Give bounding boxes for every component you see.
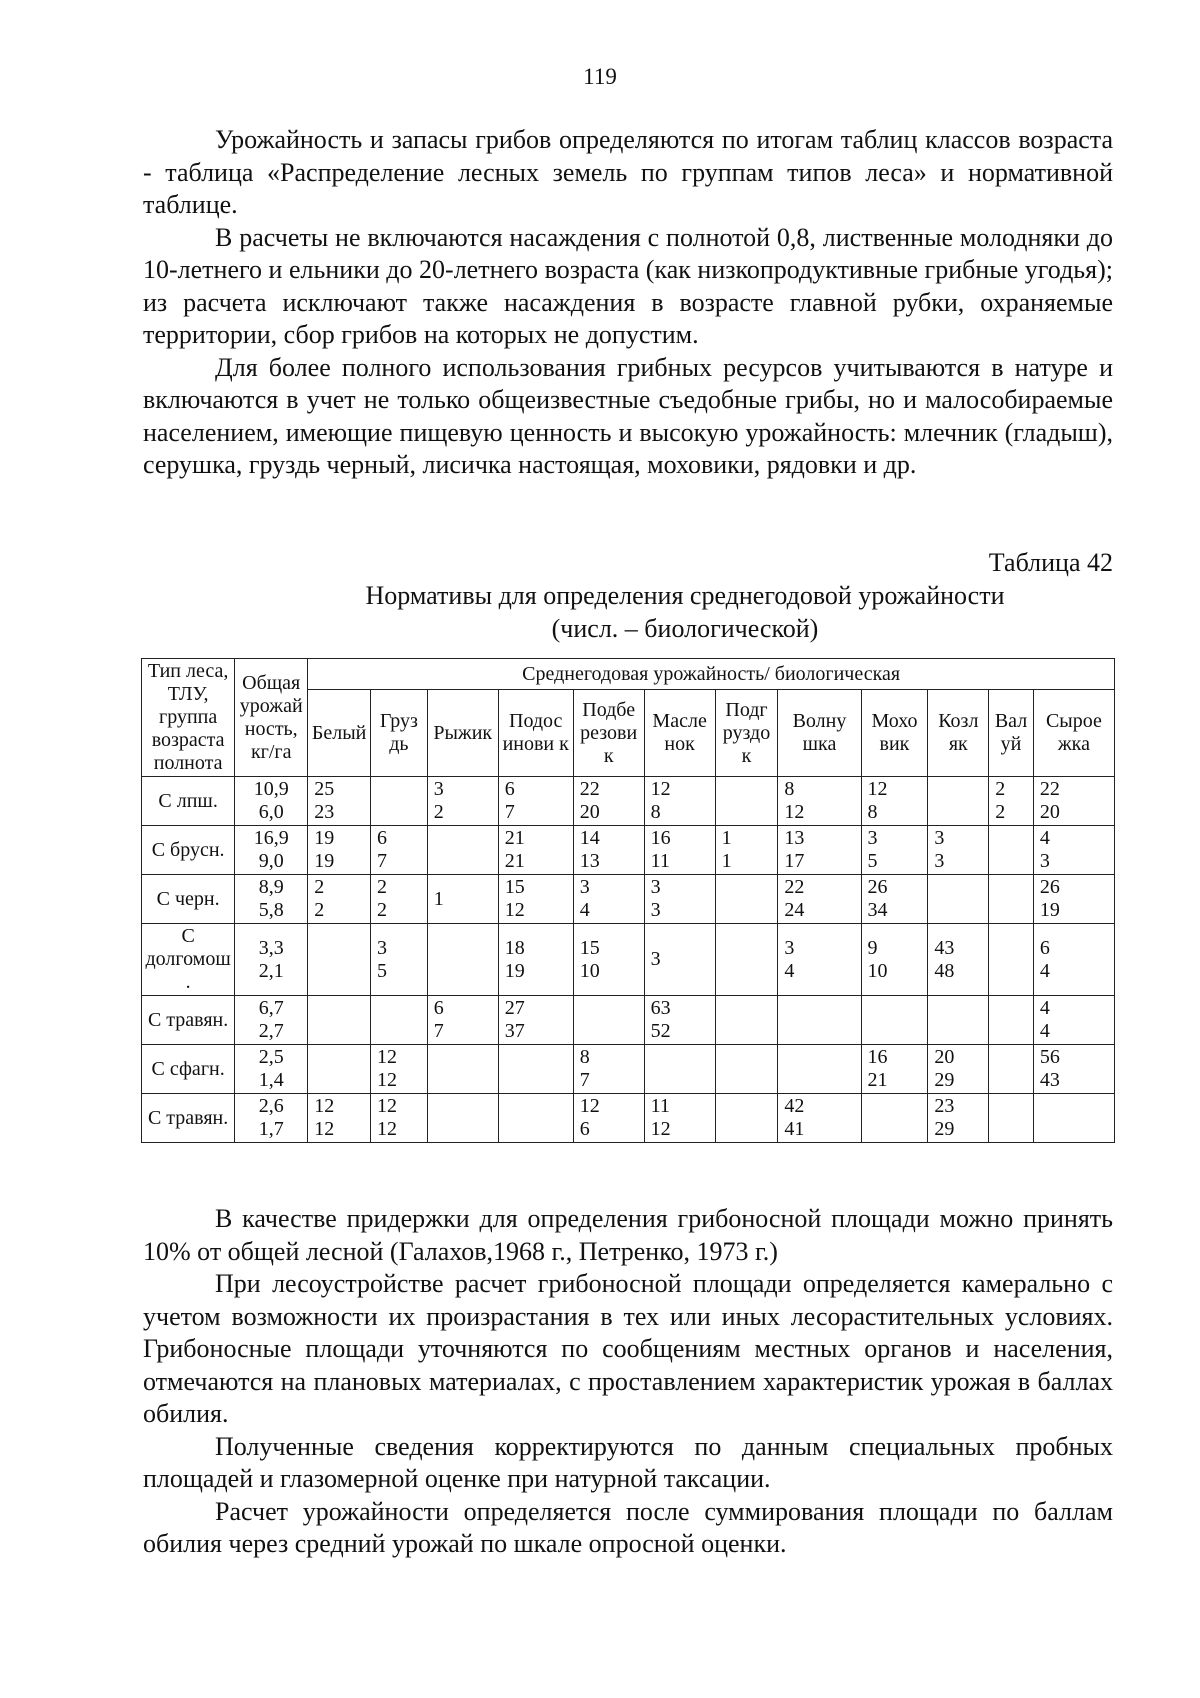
species-yield-cell <box>427 996 498 1045</box>
species-yield-cell <box>644 777 715 826</box>
species-yield-cell <box>371 826 428 875</box>
species-yield-cell <box>715 1045 778 1094</box>
cell-value: 13 <box>784 827 805 849</box>
species-yield-cell <box>371 777 428 826</box>
cell-value: 1 <box>433 887 444 910</box>
species-yield-cell <box>989 777 1034 826</box>
cell-value: 22 <box>784 876 805 898</box>
species-yield-cell <box>1033 826 1114 875</box>
cell-value: 12 <box>504 899 525 921</box>
cell-value: 19 <box>504 959 525 982</box>
species-yield-cell <box>861 826 928 875</box>
cell-value: 11 <box>650 850 670 872</box>
species-yield-cell <box>928 875 989 924</box>
mushroom-yield-table <box>141 658 1115 1143</box>
species-yield-cell <box>573 777 644 826</box>
species-yield-cell <box>715 826 778 875</box>
table-title <box>300 580 1070 645</box>
header-forest-type: Тип леса, ТЛУ, группа возраста полнота <box>142 659 235 777</box>
cell-value: 29 <box>934 1069 955 1091</box>
cell-value: 6,0 <box>258 801 284 823</box>
species-yield-cell <box>308 826 371 875</box>
forest-type-cell: С долгомош . <box>142 924 235 996</box>
cell-value: 2 <box>995 801 1006 823</box>
forest-type-cell: С травян. <box>142 1094 235 1143</box>
cell-value: 3 <box>934 850 945 872</box>
table-row <box>142 1094 1115 1143</box>
table-row <box>142 875 1115 924</box>
cell-value: 6 <box>433 997 444 1019</box>
cell-value: 16,9 <box>253 827 289 849</box>
cell-value: 3 <box>650 948 661 970</box>
total-yield-cell <box>235 1045 308 1094</box>
species-yield-cell <box>715 996 778 1045</box>
cell-value: 20 <box>934 1046 955 1068</box>
cell-value: 23 <box>314 801 335 823</box>
cell-value: 3 <box>934 827 945 849</box>
cell-value: 26 <box>1039 876 1060 898</box>
cell-value: 4 <box>784 959 795 982</box>
header-species: Масле нок <box>644 690 715 777</box>
cell-value: 2,6 <box>258 1095 284 1117</box>
total-yield-cell <box>235 996 308 1045</box>
forest-type-cell: С черн. <box>142 875 235 924</box>
cell-value: 12 <box>867 778 888 800</box>
cell-value: 2,5 <box>258 1046 284 1068</box>
species-yield-cell <box>498 996 573 1045</box>
cell-value: 48 <box>934 959 955 982</box>
species-yield-cell <box>1033 996 1114 1045</box>
cell-value: 4 <box>1039 1020 1050 1042</box>
species-yield-cell <box>1033 924 1114 996</box>
page-number: 119 <box>583 64 617 89</box>
species-yield-cell <box>498 875 573 924</box>
cell-value: 43 <box>934 936 955 959</box>
species-yield-cell <box>427 924 498 996</box>
cell-value: 11 <box>650 1095 670 1117</box>
cell-value: 22 <box>579 778 600 800</box>
cell-value: 12 <box>579 1095 600 1117</box>
cell-value: 63 <box>650 997 671 1019</box>
cell-value: 6 <box>1039 936 1050 959</box>
species-yield-cell <box>715 924 778 996</box>
cell-value: 2,1 <box>258 959 284 982</box>
species-yield-cell <box>861 777 928 826</box>
cell-value: 6,7 <box>258 997 284 1019</box>
cell-value: 19 <box>1039 899 1060 921</box>
table-number: Таблица 42 <box>988 548 1113 577</box>
paragraph: В расчеты не включаются насаждения с полнотой 0,8, лиственные молодняки до 10-летнего и ельники до 20-летнего возраста (как низкопродуктивные грибные угодья); из расчета исключают также насаждения в возрасте главной рубки, охраняемые территории, сбор грибов на которых не допустим. <box>143 222 1113 349</box>
forest-type-cell: С сфагн. <box>142 1045 235 1094</box>
species-yield-cell <box>861 924 928 996</box>
cell-value: 9 <box>867 936 878 959</box>
cell-value: 8 <box>579 1046 590 1068</box>
species-yield-cell <box>371 924 428 996</box>
cell-value: 1,4 <box>258 1069 284 1091</box>
cell-value: 12 <box>314 1118 335 1140</box>
cell-value: 3 <box>377 936 388 959</box>
paragraph: Полученные сведения корректируются по данным специальных пробных площадей и глазомерной оценке при натурной таксации. <box>143 1431 1113 1493</box>
species-yield-cell <box>427 1045 498 1094</box>
paragraph: При лесоустройстве расчет грибоносной площади определяется камерально с учетом возможности их произрастания в тех или иных лесорастительных условиях. Грибоносные площади уточняются по сообщениям местных органов и населения, отмечаются на плановых материалах, с проставлением характеристик урожая в баллах обилия. <box>143 1269 1113 1428</box>
species-yield-cell <box>573 924 644 996</box>
table-row <box>142 777 1115 826</box>
cell-value: 12 <box>784 801 805 823</box>
species-yield-cell <box>308 996 371 1045</box>
header-species: Сырое жка <box>1033 690 1114 777</box>
total-yield-cell <box>235 924 308 996</box>
cell-value: 3,3 <box>258 936 284 959</box>
species-yield-cell <box>715 777 778 826</box>
header-total-yield: Общая урожай ность, кг/га <box>235 659 308 777</box>
cell-value: 12 <box>377 1095 398 1117</box>
species-yield-cell <box>778 875 861 924</box>
species-yield-cell <box>573 1094 644 1143</box>
cell-value: 3 <box>579 876 590 898</box>
cell-value: 6 <box>504 778 515 800</box>
species-yield-cell <box>928 826 989 875</box>
cell-value: 5 <box>377 959 388 982</box>
header-species: Груз дь <box>371 690 428 777</box>
species-yield-cell <box>778 924 861 996</box>
cell-value: 4 <box>1039 997 1050 1019</box>
cell-value: 12 <box>377 1118 398 1140</box>
species-yield-cell <box>573 1045 644 1094</box>
cell-value: 6 <box>579 1118 590 1140</box>
species-yield-cell <box>644 996 715 1045</box>
cell-value: 16 <box>867 1046 888 1068</box>
cell-value: 22 <box>1039 778 1060 800</box>
cell-value: 16 <box>650 827 671 849</box>
species-yield-cell <box>498 924 573 996</box>
cell-value: 12 <box>650 778 671 800</box>
cell-value: 15 <box>504 876 525 898</box>
species-yield-cell <box>861 1045 928 1094</box>
species-yield-cell <box>427 777 498 826</box>
cell-value: 8 <box>867 801 878 823</box>
species-yield-cell <box>644 1045 715 1094</box>
cell-value: 10,9 <box>253 778 289 800</box>
paragraph: Для более полного использования грибных ресурсов учитываются в натуре и включаются в учет не только общеизвестные съедобные грибы, но и малособираемые населением, имеющие пищевую ценность и высокую урожайность: млечник (гладыш), серушка, груздь черный, лисичка настоящая, моховики, рядовки и др. <box>143 352 1113 479</box>
species-yield-cell <box>861 875 928 924</box>
cell-value: 13 <box>579 850 600 872</box>
table-title-line: Нормативы для определения среднегодовой урожайности <box>365 581 1005 610</box>
table-row <box>142 826 1115 875</box>
table-row <box>142 924 1115 996</box>
cell-value: 10 <box>867 959 888 982</box>
cell-value: 7 <box>579 1069 590 1091</box>
species-yield-cell <box>778 1094 861 1143</box>
cell-value: 18 <box>504 936 525 959</box>
cell-value: 15 <box>579 936 600 959</box>
body-text-top <box>143 124 1113 482</box>
species-yield-cell <box>1033 1094 1114 1143</box>
cell-value: 37 <box>504 1020 525 1042</box>
species-yield-cell <box>1033 1045 1114 1094</box>
cell-value: 34 <box>867 899 888 921</box>
species-yield-cell <box>427 1094 498 1143</box>
cell-value: 26 <box>867 876 888 898</box>
cell-value: 21 <box>867 1069 888 1091</box>
cell-value: 56 <box>1039 1046 1060 1068</box>
species-yield-cell <box>778 996 861 1045</box>
species-yield-cell <box>498 777 573 826</box>
species-yield-cell <box>989 996 1034 1045</box>
cell-value: 2 <box>377 876 388 898</box>
header-species: Мохо вик <box>861 690 928 777</box>
cell-value: 12 <box>377 1069 398 1091</box>
species-yield-cell <box>371 1094 428 1143</box>
cell-value: 14 <box>579 827 600 849</box>
cell-value: 7 <box>377 850 388 872</box>
species-yield-cell <box>928 1045 989 1094</box>
species-yield-cell <box>308 1045 371 1094</box>
cell-value: 20 <box>1039 801 1060 823</box>
species-yield-cell <box>644 826 715 875</box>
cell-value: 21 <box>504 850 525 872</box>
cell-value: 27 <box>504 997 525 1019</box>
species-yield-cell <box>928 1094 989 1143</box>
cell-value: 1,7 <box>258 1118 284 1140</box>
species-yield-cell <box>715 875 778 924</box>
cell-value: 25 <box>314 778 335 800</box>
species-yield-cell <box>573 996 644 1045</box>
cell-value: 3 <box>867 827 878 849</box>
paragraph: Урожайность и запасы грибов определяются по итогам таблиц классов возраста - таблица «Распределение лесных земель по группам типов леса» и нормативной таблице. <box>143 125 1113 219</box>
table-body <box>142 777 1115 1143</box>
cell-value: 8 <box>784 778 795 800</box>
forest-type-cell: С лпш. <box>142 777 235 826</box>
cell-value: 21 <box>504 827 525 849</box>
species-yield-cell <box>778 826 861 875</box>
cell-value: 3 <box>784 936 795 959</box>
species-yield-cell <box>308 924 371 996</box>
header-species: Волну шка <box>778 690 861 777</box>
cell-value: 2,7 <box>258 1020 284 1042</box>
species-yield-cell <box>498 1094 573 1143</box>
header-annual-yield-group: Среднегодовая урожайность/ биологическая <box>308 659 1115 690</box>
species-yield-cell <box>644 875 715 924</box>
cell-value: 10 <box>579 959 600 982</box>
header-species: Козл як <box>928 690 989 777</box>
species-yield-cell <box>427 826 498 875</box>
cell-value: 12 <box>377 1046 398 1068</box>
cell-value: 12 <box>314 1095 335 1117</box>
species-yield-cell <box>715 1094 778 1143</box>
header-species: Подос инови к <box>498 690 573 777</box>
species-yield-cell <box>928 777 989 826</box>
species-yield-cell <box>928 924 989 996</box>
cell-value: 4 <box>579 899 590 921</box>
cell-value: 2 <box>433 801 444 823</box>
species-yield-cell <box>427 875 498 924</box>
species-yield-cell <box>1033 777 1114 826</box>
cell-value: 4 <box>1039 959 1050 982</box>
cell-value: 5,8 <box>258 899 284 921</box>
total-yield-cell <box>235 826 308 875</box>
forest-type-cell: С брусн. <box>142 826 235 875</box>
cell-value: 42 <box>784 1095 805 1117</box>
species-yield-cell <box>498 1045 573 1094</box>
cell-value: 23 <box>934 1095 955 1117</box>
species-yield-cell <box>644 924 715 996</box>
cell-value: 7 <box>433 1020 444 1042</box>
forest-type-cell: С травян. <box>142 996 235 1045</box>
cell-value: 1 <box>721 827 732 849</box>
species-yield-cell <box>989 924 1034 996</box>
table-row <box>142 996 1115 1045</box>
cell-value: 19 <box>314 850 335 872</box>
cell-value: 2 <box>995 778 1006 800</box>
species-yield-cell <box>371 1045 428 1094</box>
cell-value: 8,9 <box>258 876 284 898</box>
cell-value: 24 <box>784 899 805 921</box>
species-yield-cell <box>989 1045 1034 1094</box>
paragraph: В качестве придержки для определения грибоносной площади можно принять 10% от общей лесной (Галахов,1968 г., Петренко, 1973 г.) <box>143 1204 1113 1266</box>
species-yield-cell <box>573 826 644 875</box>
species-yield-cell <box>644 1094 715 1143</box>
species-yield-cell <box>861 1094 928 1143</box>
species-yield-cell <box>989 826 1034 875</box>
header-species: Рыжик <box>427 690 498 777</box>
paragraph: Расчет урожайности определяется после суммирования площади по баллам обилия через средний урожай по шкале опросной оценки. <box>143 1496 1113 1558</box>
cell-value: 29 <box>934 1118 955 1140</box>
cell-value: 3 <box>433 778 444 800</box>
header-species: Вал уй <box>989 690 1034 777</box>
cell-value: 3 <box>650 899 661 921</box>
cell-value: 2 <box>314 876 325 898</box>
table-header <box>142 659 1115 777</box>
species-yield-cell <box>498 826 573 875</box>
cell-value: 1 <box>721 850 732 872</box>
species-yield-cell <box>989 1094 1034 1143</box>
species-yield-cell <box>861 996 928 1045</box>
cell-value: 4 <box>1039 827 1050 849</box>
cell-value: 6 <box>377 827 388 849</box>
cell-value: 43 <box>1039 1069 1060 1091</box>
cell-value: 3 <box>1039 850 1050 872</box>
species-yield-cell <box>371 875 428 924</box>
species-yield-cell <box>778 1045 861 1094</box>
cell-value: 3 <box>650 876 661 898</box>
species-yield-cell <box>989 875 1034 924</box>
header-species: Подг руздо к <box>715 690 778 777</box>
cell-value: 8 <box>650 801 661 823</box>
species-yield-cell <box>778 777 861 826</box>
cell-value: 19 <box>314 827 335 849</box>
cell-value: 2 <box>314 899 325 921</box>
species-yield-cell <box>1033 875 1114 924</box>
cell-value: 41 <box>784 1118 805 1140</box>
header-species: Подбе резови к <box>573 690 644 777</box>
cell-value: 17 <box>784 850 805 872</box>
species-yield-cell <box>308 875 371 924</box>
total-yield-cell <box>235 1094 308 1143</box>
table-row <box>142 1045 1115 1094</box>
species-yield-cell <box>308 777 371 826</box>
cell-value: 12 <box>650 1118 671 1140</box>
cell-value: 9,0 <box>258 850 284 872</box>
cell-value: 5 <box>867 850 878 872</box>
total-yield-cell <box>235 777 308 826</box>
table-title-line: (числ. – биологической) <box>551 613 819 643</box>
species-yield-cell <box>573 875 644 924</box>
species-yield-cell <box>928 996 989 1045</box>
header-row <box>142 659 1115 690</box>
cell-value: 20 <box>579 801 600 823</box>
cell-value: 2 <box>377 899 388 921</box>
species-yield-cell <box>308 1094 371 1143</box>
cell-value: 7 <box>504 801 515 823</box>
species-yield-cell <box>371 996 428 1045</box>
header-species: Белый <box>308 690 371 777</box>
cell-value: 52 <box>650 1020 671 1042</box>
body-text-bottom <box>143 1203 1113 1561</box>
total-yield-cell <box>235 875 308 924</box>
